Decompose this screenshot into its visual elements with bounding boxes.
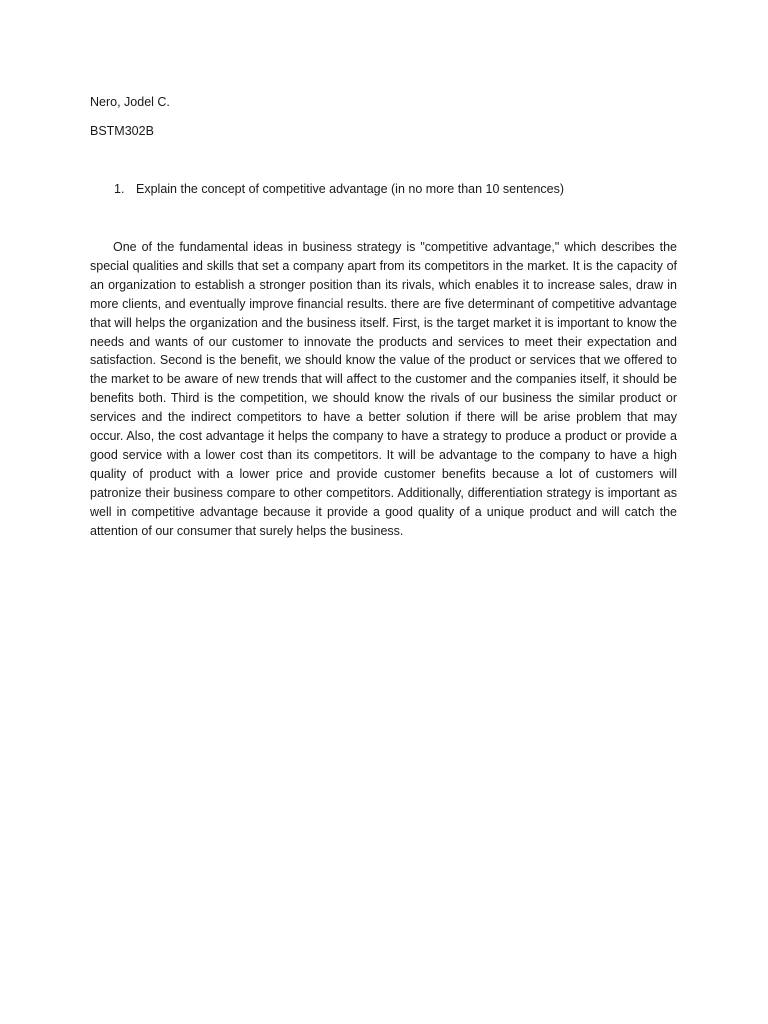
section-code: BSTM302B [90,124,154,138]
question-item [114,181,564,197]
question-text: Explain the concept of competitive advantage (in no more than 10 sentences) [136,182,565,196]
answer-paragraph: One of the fundamental ideas in business strategy is "competitive advantage," which describes the special qualities and skills that set a company apart from its competitors in the market. It is the capacity of an organization to establish a stronger position than its rivals, which enables it to increase sales, draw in more clients, and eventually improve financial results. there are five determinant of competitive advantage that will helps the organization and the business itself. First, is the target market it is important to know the needs and wants of our customer to innovate the products and services to meet their expectation and satisfaction. Second is the benefit, we should know the value of the product or services that we offered to the market to be aware of new trends that will affect to the customer and the companies itself, it should be benefits both. Third is the competition, we should know the rivals of our business the similar product or services and the indirect competitors to have a better solution if there will be arise problem that may occur. Also, the cost advantage it helps the company to have a strategy to produce a product or provide a good service with a lower cost than its competitors. It will be advantage to the company to have a high quality of product with a lower price and provide customer benefits because a lot of customers will patronize their business compare to other competitors. Additionally, differentiation strategy is important as well in competitive advantage because it provide a good quality of a unique product and will catch the attention of our consumer that surely helps the business. [90,240,677,538]
question-number: 1. [114,182,125,196]
author-name: Nero, Jodel C. [90,95,170,109]
